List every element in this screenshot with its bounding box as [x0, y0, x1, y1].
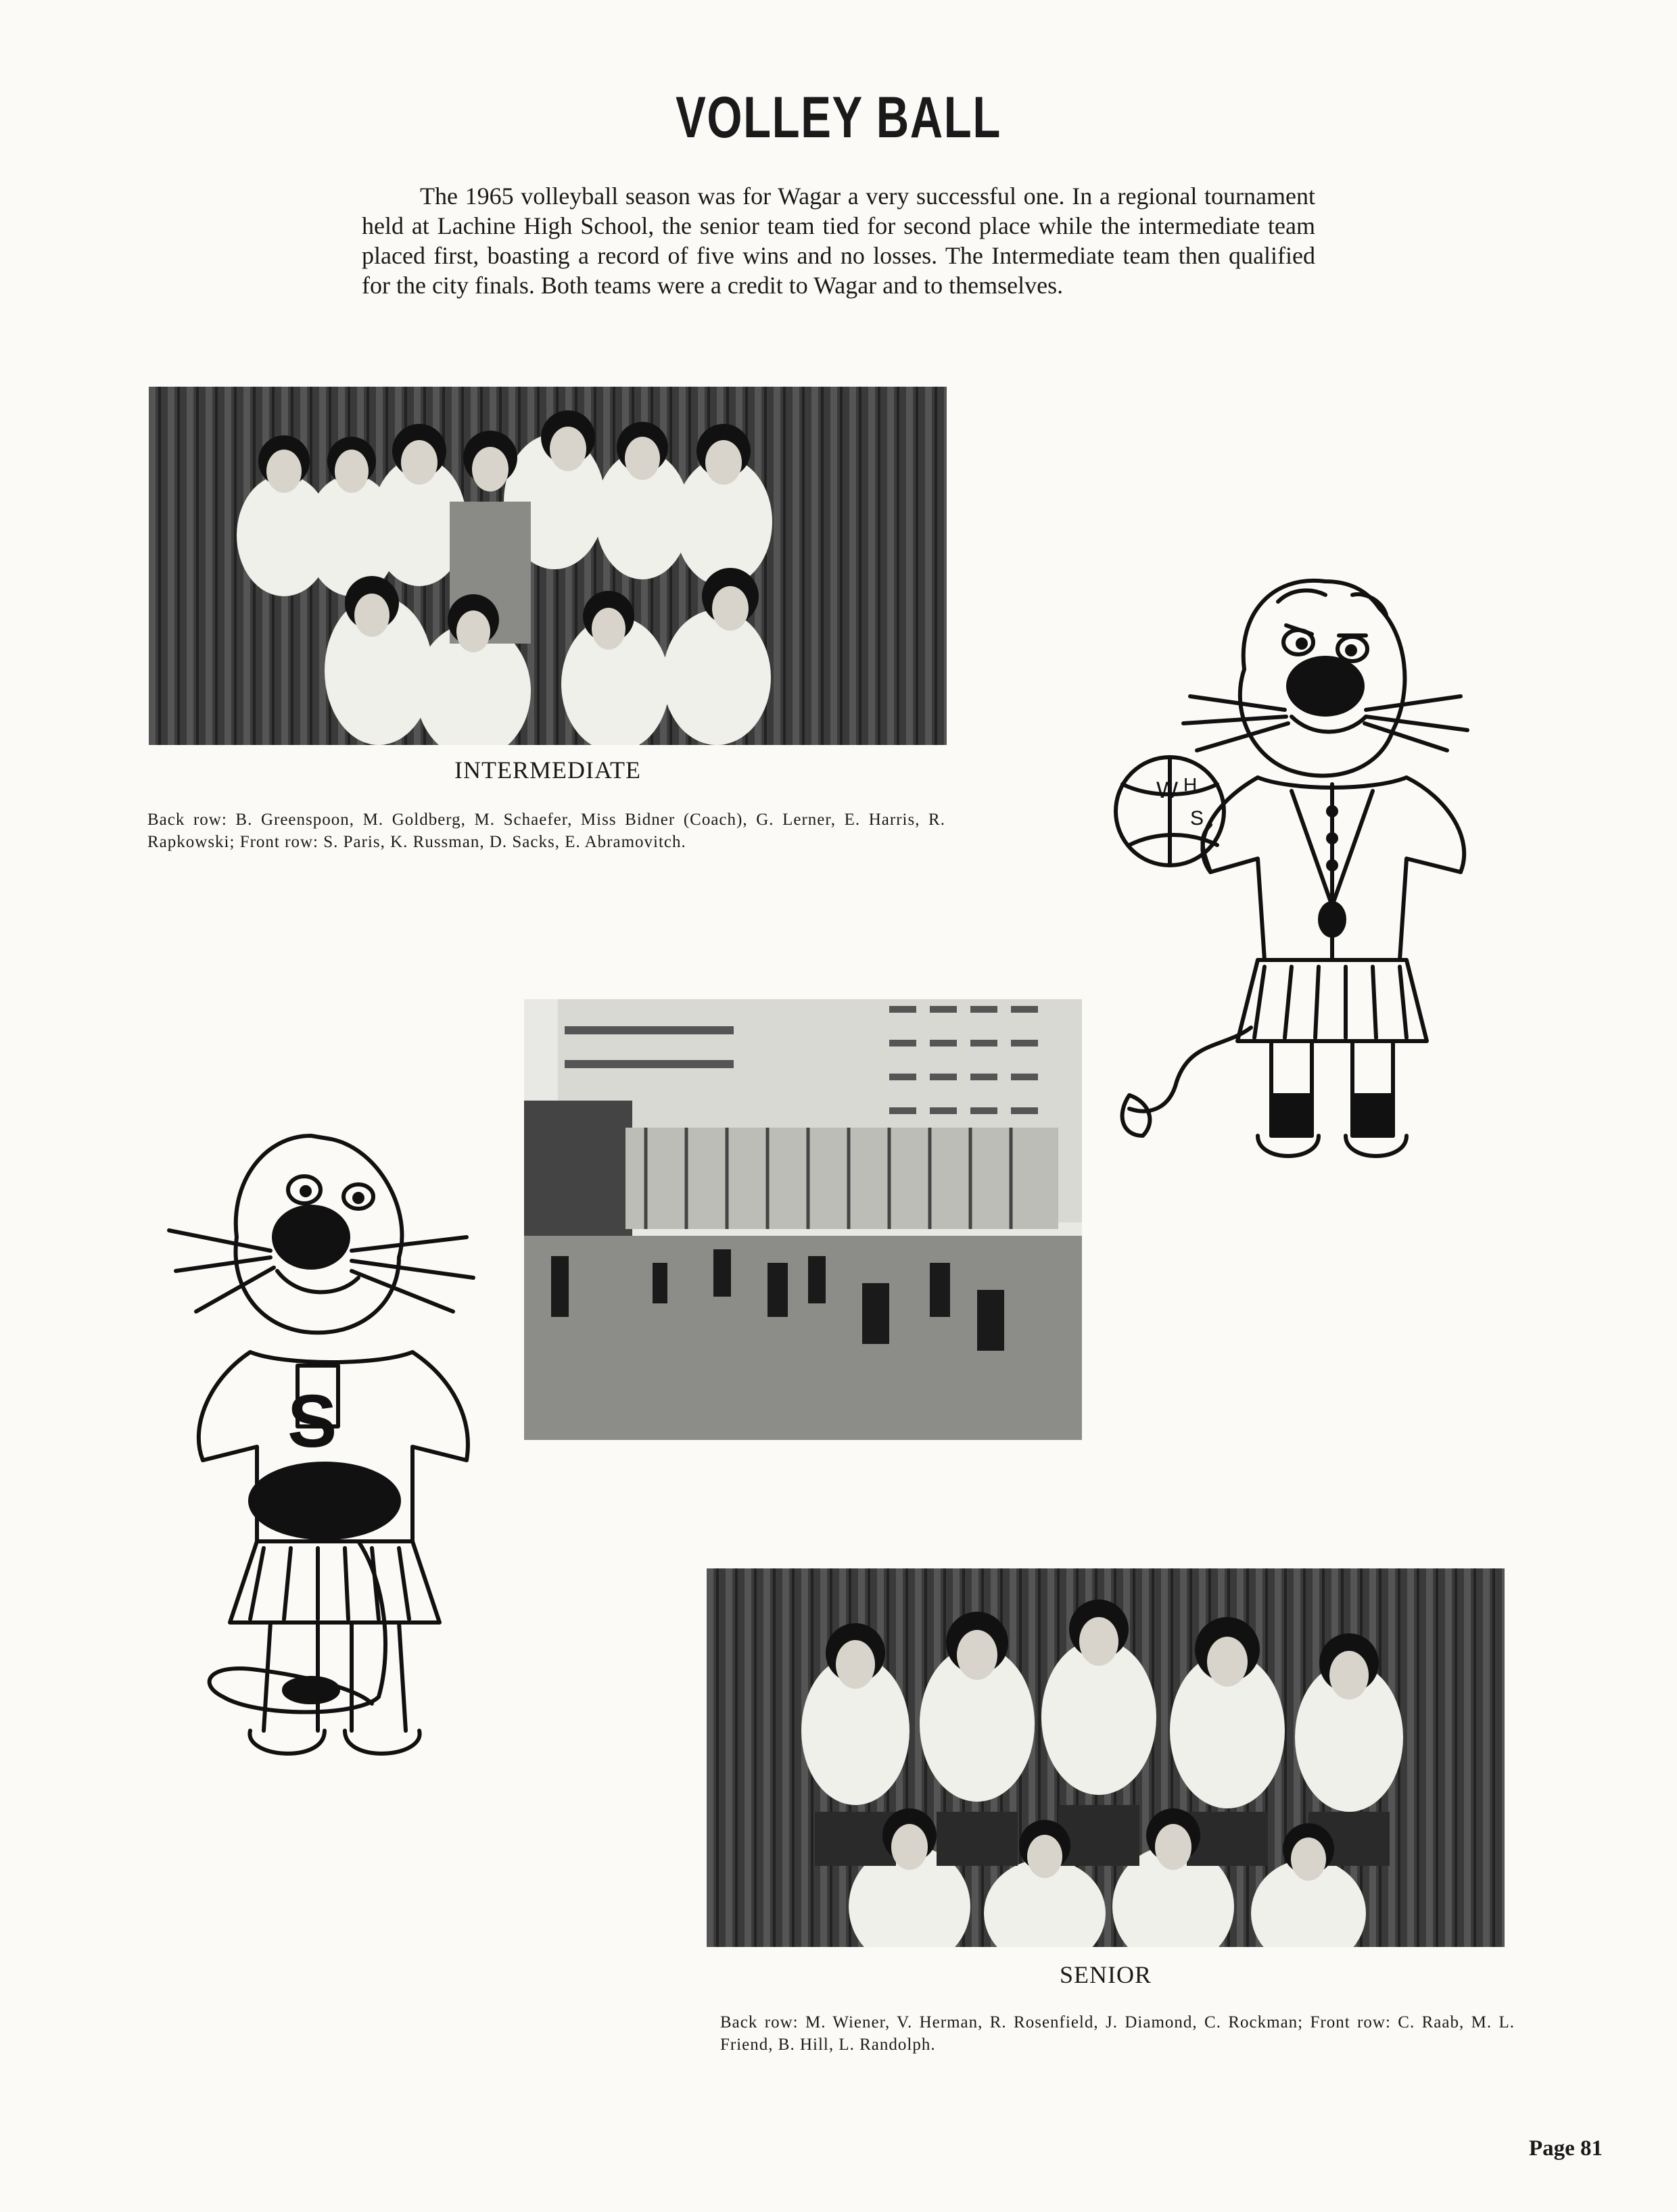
- senior-caption: Back row: M. Wiener, V. Herman, R. Rosenfield, J. Diamond, C. Rockman; Front row: C. Raab, M. L. Friend, B. Hill, L. Randolph.: [720, 2013, 1515, 2054]
- senior-heading: SENIOR: [1059, 1961, 1152, 1988]
- intro-paragraph: The 1965 volleyball season was for Wagar a very successful one. In a regional tournament held at Lachine High School, the senior team tied for second place while the intermediate team placed first, boasting a record of five wins and no losses. The Intermediate team then qualified for the city finals. Both teams were a credit to Wagar and to themselves.: [362, 183, 1315, 299]
- senior-team-photo: [707, 1568, 1505, 1947]
- page-title: VOLLEY BALL: [676, 85, 1001, 150]
- lion-mascot-with-jersey: [156, 1109, 521, 1792]
- ball-letter-w: W: [1156, 777, 1179, 803]
- field-game-photo: [524, 999, 1082, 1440]
- ball-letter-h: H: [1183, 774, 1198, 795]
- intermediate-caption: Back row: B. Greenspoon, M. Goldberg, M. Schaefer, Miss Bidner (Coach), G. Lerner, E. Harris, R. Rapkowski; Front row: S. Paris, K. Russman, D. Sacks, E. Abramovitch.: [147, 811, 945, 851]
- jersey-letter: S: [287, 1380, 337, 1463]
- page-number: Page 81: [1528, 2136, 1603, 2161]
- ball-letter-s: S: [1190, 807, 1204, 830]
- intermediate-team-photo: [149, 387, 947, 745]
- lion-mascot-holding-ball: [1109, 554, 1542, 1203]
- intermediate-heading: INTERMEDIATE: [454, 756, 641, 784]
